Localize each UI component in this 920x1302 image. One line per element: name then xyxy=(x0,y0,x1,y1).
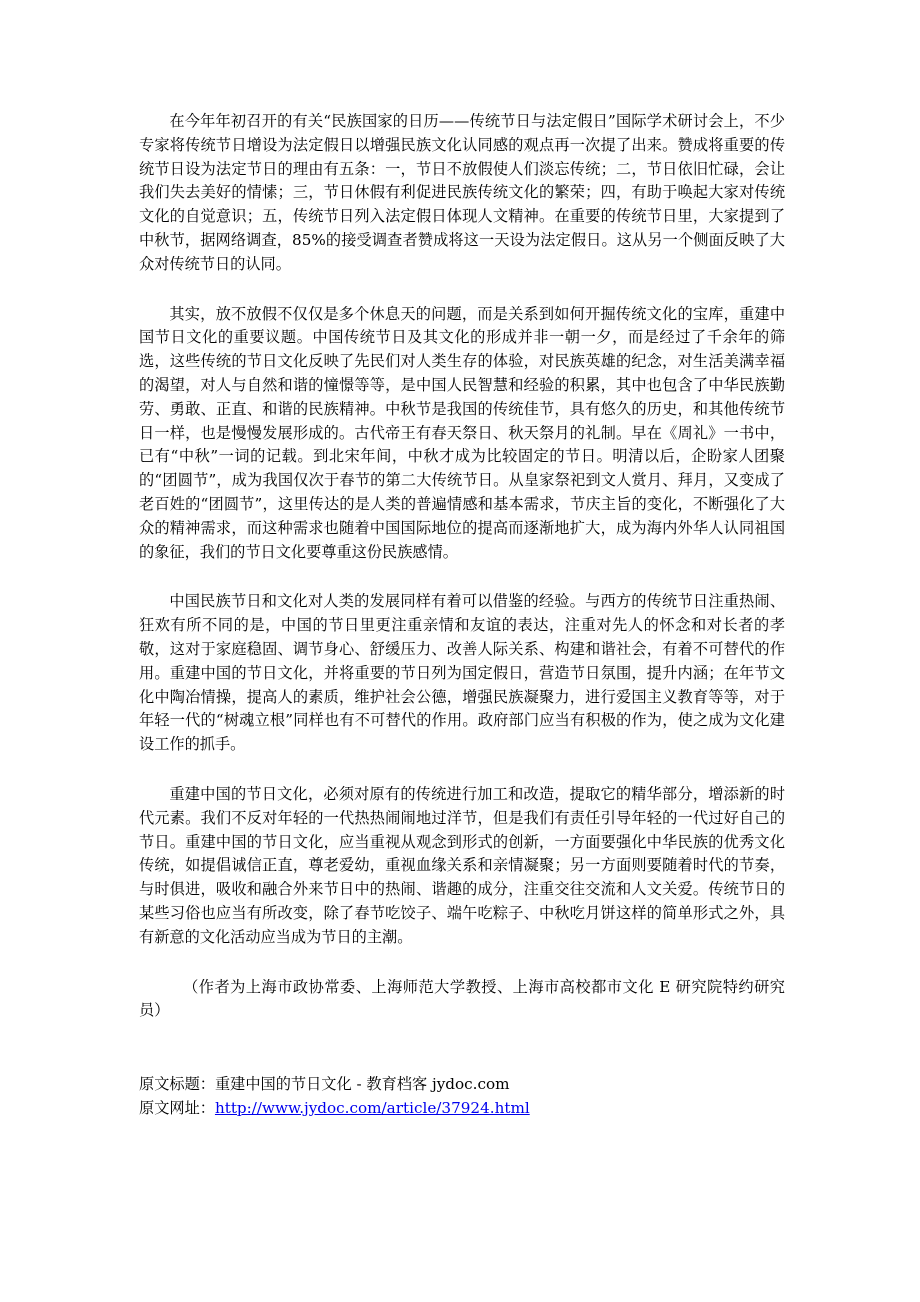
source-title-label: 原文标题： xyxy=(139,1075,215,1094)
article-body xyxy=(139,110,785,1121)
paragraph-2: 其实，放不放假不仅仅是多个休息天的问题，而是关系到如何开掘传统文化的宝库，重建中国节日文化的重要议题。中国传统节日及其文化的形成并非一朝一夕，而是经过了千余年的筛选，这些传统的节日文化反映了先民们对人类生存的体验，对民族英雄的纪念，对生活美满幸福的渴望，对人与自然和谐的憧憬等等，是中国人民智慧和经验的积累，其中也包含了中华民族勤劳、勇敢、正直、和谐的民族精神。中秋节是我国的传统佳节，具有悠久的历史，和其他传统节日一样，也是慢慢发展形成的。古代帝王有春天祭日、秋天祭月的礼制。早在《周礼》一书中，已有“中秋”一词的记载。到北宋年间，中秋才成为比较固定的节日。明清以后，企盼家人团聚的“团圆节”，成为我国仅次于春节的第二大传统节日。从皇家祭祀到文人赏月、拜月，又变成了老百姓的“团圆节”，这里传达的是人类的普遍情感和基本需求，节庆主旨的变化，不断强化了大众的精神需求，而这种需求也随着中国国际地位的提高而逐渐地扩大，成为海内外华人认同祖国的象征，我们的节日文化要尊重这份民族感情。 xyxy=(139,304,785,561)
paragraph-3: 中国民族节日和文化对人类的发展同样有着可以借鉴的经验。与西方的传统节日注重热闹、狂欢有所不同的是，中国的节日里更注重亲情和友谊的表达，注重对先人的怀念和对长者的孝敬，这对于家庭稳固、调节身心、舒缓压力、改善人际关系、构建和谐社会，有着不可替代的作用。重建中国的节日文化，并将重要的节日列为国定假日，营造节日氛围，提升内涵；在年节文化中陶冶情操，提高人的素质，维护社会公德，增强民族凝聚力，进行爱国主义教育等等，对于年轻一代的“树魂立根”同样也有不可替代的作用。政府部门应当有积极的作为，使之成为文化建设工作的抓手。 xyxy=(139,592,785,754)
source-url-link[interactable]: http://www.jydoc.com/article/37924.html xyxy=(214,1098,530,1117)
source-url-label: 原文网址： xyxy=(139,1098,215,1117)
source-title-value: 重建中国的节日文化 - 教育档客 jydoc.com xyxy=(214,1075,510,1094)
source-url-line xyxy=(139,1097,785,1121)
author-note: （作者为上海市政协常委、上海师范大学教授、上海市高校都市文化 E 研究院特约研究员） xyxy=(139,977,785,1020)
source-info xyxy=(139,1073,785,1121)
paragraph-4: 重建中国的节日文化，必须对原有的传统进行加工和改造，提取它的精华部分，增添新的时代元素。我们不反对年轻的一代热热闹闹地过洋节，但是我们有责任引导年轻的一代过好自己的节日。重建中国的节日文化，应当重视从观念到形式的创新，一方面要强化中华民族的优秀文化传统，如提倡诚信正直，尊老爱幼，重视血缘关系和亲情凝聚；另一方面则要随着时代的节奏，与时俱进，吸收和融合外来节日中的热闹、谐趣的成分，注重交往交流和人文关爱。传统节日的某些习俗也应当有所改变，除了春节吃饺子、端午吃粽子、中秋吃月饼这样的简单形式之外，具有新意的文化活动应当成为节日的主潮。 xyxy=(139,784,785,946)
source-title-line xyxy=(139,1073,785,1097)
paragraph-1: 在今年年初召开的有关“民族国家的日历——传统节日与法定假日”国际学术研讨会上，不少专家将传统节日增设为法定假日以增强民族文化认同感的观点再一次提了出来。赞成将重要的传统节日设为法定节日的理由有五条：一，节日不放假使人们淡忘传统；二，节日依旧忙碌，会让我们失去美好的情愫；三，节日休假有利促进民族传统文化的繁荣；四，有助于唤起大家对传统文化的自觉意识；五，传统节日列入法定假日体现人文精神。在重要的传统节日里，大家提到了中秋节，据网络调查，85%的接受调查者赞成将这一天设为法定假日。这从另一个侧面反映了大众对传统节日的认同。 xyxy=(139,112,785,273)
